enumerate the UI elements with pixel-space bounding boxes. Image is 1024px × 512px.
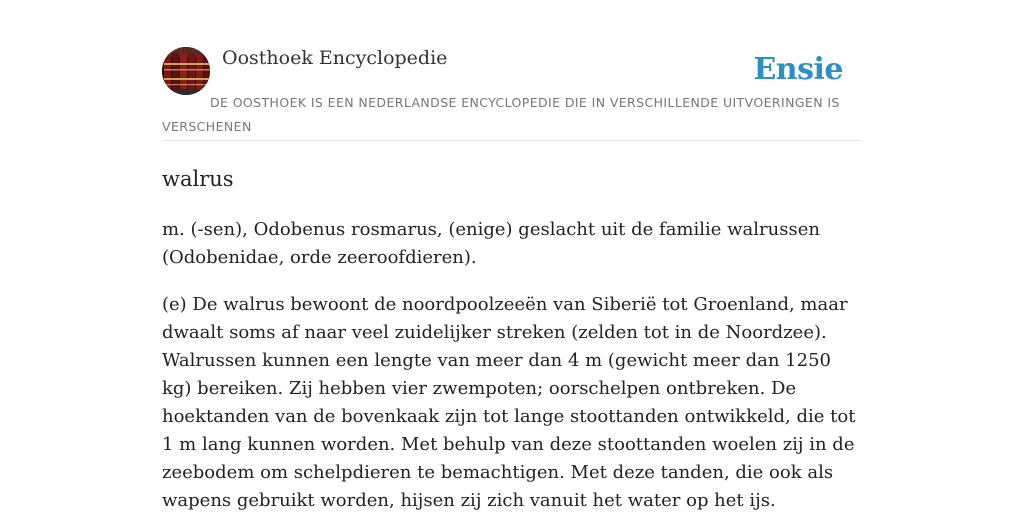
site-header [162,46,862,141]
book-spines-icon [162,47,210,95]
avatar[interactable] [162,47,210,95]
brand-logo[interactable]: Ensie [753,52,843,87]
entry-definition: m. (-sen), Odobenus rosmarus, (enige) geslacht uit de familie walrussen (Odobenidae, orde zeeroofdieren). [162,219,820,268]
entry-description: (e) De walrus bewoont de noordpoolzeeën van Siberië tot Groenland, maar dwaalt soms af naar veel zuidelijker streken (zelden tot in de Noordzee). Walrussen kunnen een lengte van meer dan 4 m (gewicht meer dan 1250 kg) bereiken. Zij hebben vier zwempoten; oorschelpen ontbreken. De hoektanden van de bovenkaak zijn tot lange stoottanden ontwikkeld, die tot 1 m lang kunnen worden. Met behulp van deze stoottanden woelen zij in de zeebodem om schelpdieren te bemachtigen. Met deze tanden, die ook als wapens gebruikt worden, hijsen zij zich vanuit het water op het ijs. [162,294,856,511]
site-title[interactable]: Oosthoek Encyclopedie [222,47,448,69]
entry-title: walrus [162,167,234,191]
site-tagline: DE OOSTHOEK IS EEN NEDERLANDSE ENCYCLOPEDIE DIE IN VERSCHILLENDE UITVOERINGEN IS VERSCHENEN [162,95,840,134]
entry-content [162,162,866,512]
